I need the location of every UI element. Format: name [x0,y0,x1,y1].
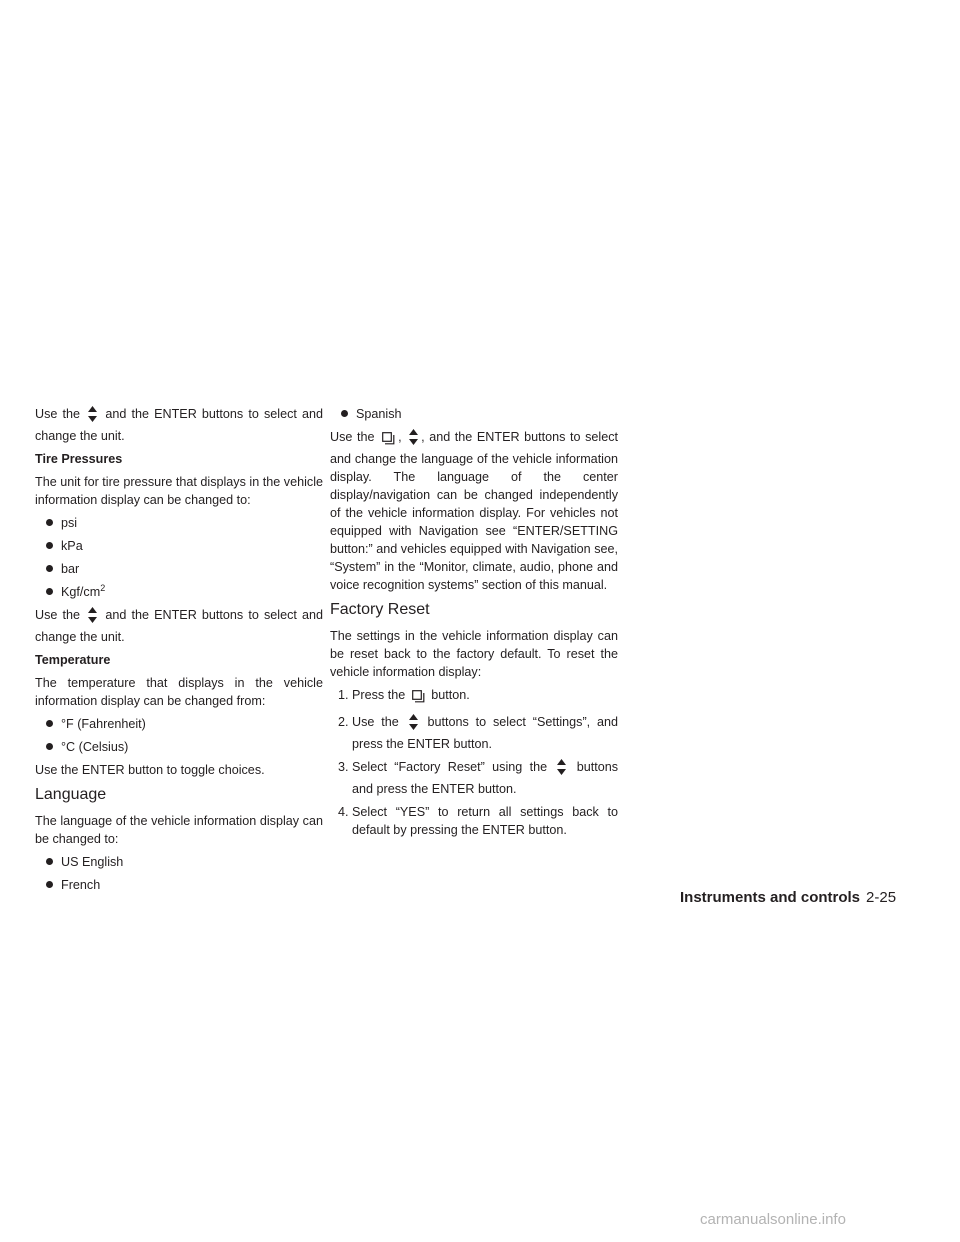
tire-pressures-heading: Tire Pressures [35,452,123,466]
unit-instruction-2: Use the and the ENTER buttons to select and change the unit. [35,608,324,644]
list-item: 2. Use the buttons to select “Settings”, and press the ENTER button. [338,715,619,751]
language-heading: Language [35,786,107,803]
language-instruction: Use the , , and the ENTER buttons to select and change the language of the vehicle information display. The language of the center display/navigation can be changed independently of the vehicle information display. For vehicles not equipped with Navigation see “ENTER/SETTING button:” and vehicles equipped with Navigation see, “System” in the “Monitor, climate, audio, phone and voice recognition systems” section of this manual. [330,430,618,592]
reset-steps [330,686,618,839]
tire-pressures-text: The unit for tire pressure that displays in the vehicle information display can be changed to: [35,475,323,507]
list-item: 1. Press the button. [330,686,618,708]
temperature-text: The temperature that displays in the vehicle information display can be changed from: [35,676,323,708]
language-text: The language of the vehicle information display can be changed to: [35,814,323,846]
list-item: kPa [35,537,323,555]
page-footer [680,888,896,908]
list-item: Kgf/$cm^2$ [35,583,323,601]
list-item: US English [35,853,323,871]
language-list [35,853,323,894]
list-item: 3. Select “Factory Reset” using the buttons and press the ENTER button. [338,760,619,796]
watermark: carmanualsonline.info [700,1211,846,1228]
section-title: Instruments and controls [680,889,861,906]
up-down-arrows-icon [88,406,97,427]
tire-unit-list [35,514,323,601]
temperature-heading: Temperature [35,653,111,667]
list-item: °F (Fahrenheit) [35,715,323,733]
list-item: Spanish [330,405,618,423]
temperature-list [35,715,323,756]
factory-reset-heading: Factory Reset [330,601,430,618]
up-down-arrows-icon [409,429,418,450]
up-down-arrows-icon [88,607,97,628]
superscript: 2 [100,582,106,593]
up-down-arrows-icon [557,759,566,780]
language-list-continued [330,405,618,423]
page-number: 2-25 [866,889,897,906]
list-item: °C (Celsius) [35,738,323,756]
unit-instruction: Use the and the ENTER buttons to select and change the unit. [35,407,324,443]
left-column [35,405,323,899]
menu-button-icon [382,432,395,450]
factory-reset-text: The settings in the vehicle information display can be reset back to the factory default. To reset the vehicle information display: [330,629,618,679]
list-item: 4. Select “YES” to return all settings back to default by pressing the ENTER button. [338,805,618,837]
list-item: psi [35,514,323,532]
list-item: bar [35,560,323,578]
menu-button-icon [412,690,425,708]
right-column [330,405,618,844]
up-down-arrows-icon [409,714,418,735]
list-item: French [35,876,323,894]
temperature-note: Use the ENTER button to toggle choices. [35,763,265,777]
